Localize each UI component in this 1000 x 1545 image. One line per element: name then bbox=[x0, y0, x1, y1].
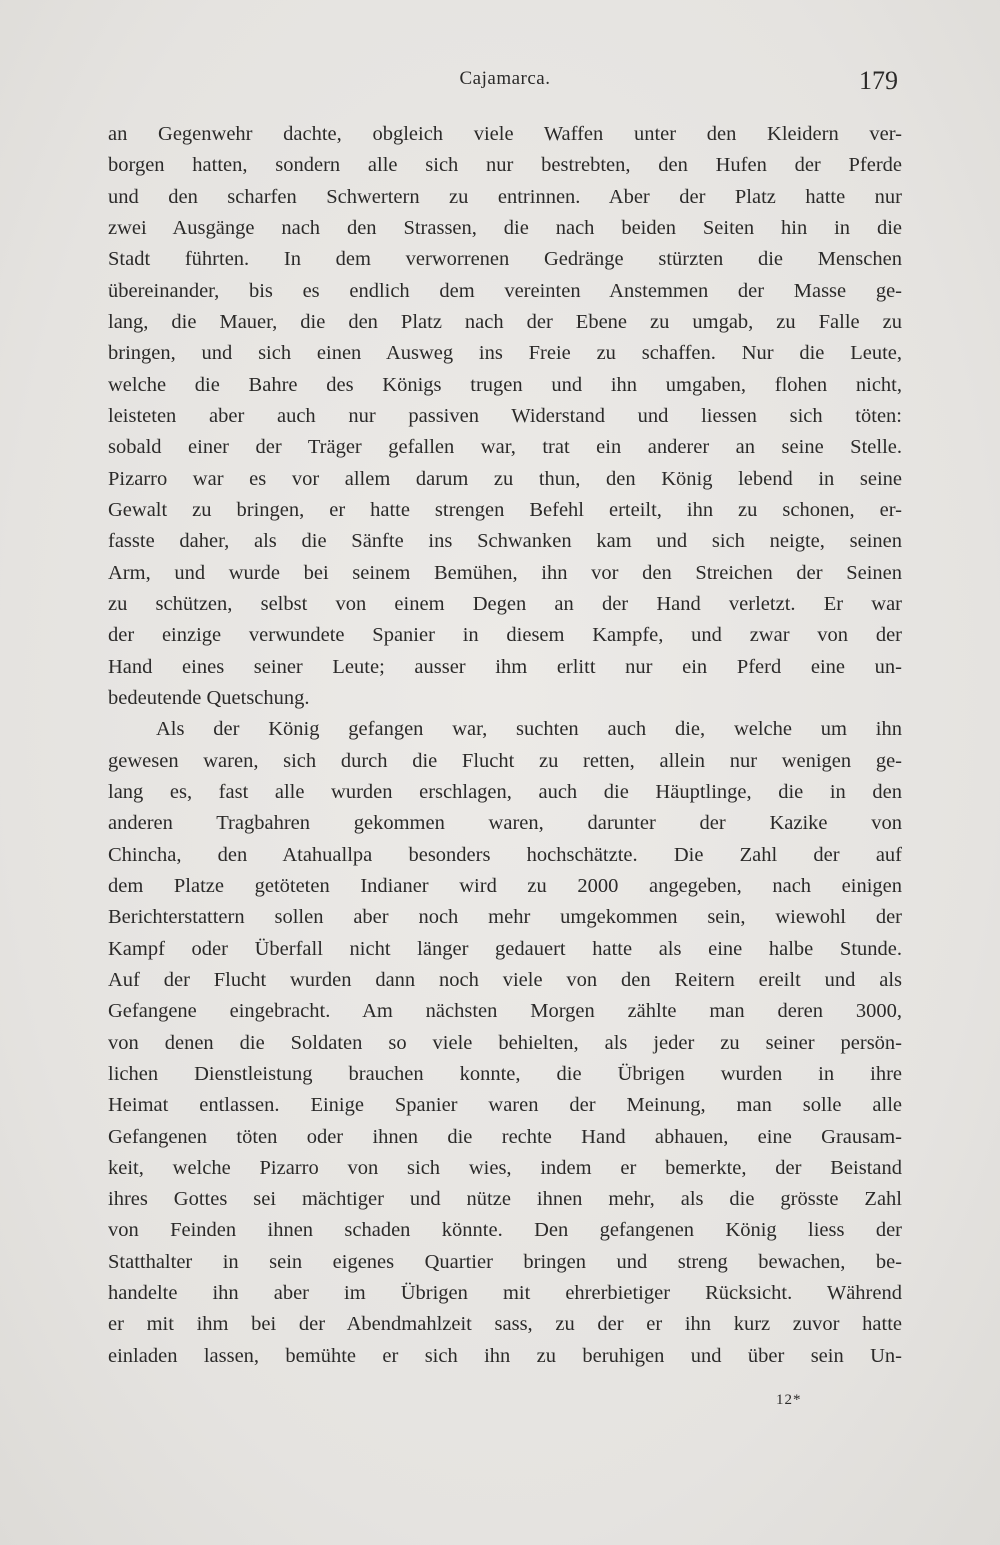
text-line: von denen die Soldaten so viele behielten, als jeder zu seiner persön- bbox=[108, 1031, 902, 1054]
text-line: von Feinden ihnen schaden könnte. Den gefangenen König liess der bbox=[108, 1219, 902, 1242]
text-line: Heimat entlassen. Einige Spanier waren der Meinung, man solle alle bbox=[108, 1094, 902, 1117]
text-line: lichen Dienstleistung brauchen konnte, die Übrigen wurden in ihre bbox=[108, 1062, 902, 1085]
text-line: fasste daher, als die Sänfte ins Schwanken kam und sich neigte, seinen bbox=[108, 530, 902, 553]
text-line: dem Platze getöteten Indianer wird zu 2000 angegeben, nach einigen bbox=[108, 874, 902, 897]
text-line: sobald einer der Träger gefallen war, trat ein anderer an seine Stelle. bbox=[108, 436, 902, 459]
text-line: bringen, und sich einen Ausweg ins Freie zu schaffen. Nur die Leute, bbox=[108, 342, 902, 365]
page-number: 179 bbox=[859, 66, 898, 95]
text-line: an Gegenwehr dachte, obgleich viele Waffen unter den Kleidern ver- bbox=[108, 123, 902, 145]
text-line: leisteten aber auch nur passiven Widerstand und liessen sich töten: bbox=[108, 404, 902, 427]
text-line: gewesen waren, sich durch die Flucht zu retten, allein nur wenigen ge- bbox=[108, 749, 902, 772]
paragraph-start-line: Als der König gefangen war, suchten auch die, welche um ihn bbox=[156, 718, 902, 741]
signature-mark: 12* bbox=[776, 1392, 802, 1408]
text-line: zwei Ausgänge nach den Strassen, die nach beiden Seiten hin in die bbox=[108, 216, 902, 239]
text-line: Auf der Flucht wurden dann noch viele von den Reitern ereilt und als bbox=[108, 968, 902, 991]
text-line: der einzige verwundete Spanier in diesem Kampfe, und zwar von der bbox=[108, 624, 902, 647]
text-line: Gefangene eingebracht. Am nächsten Morgen zählte man deren 3000, bbox=[108, 1000, 902, 1023]
text-line: Pizarro war es vor allem darum zu thun, den König lebend in seine bbox=[108, 467, 902, 490]
text-line: Chincha, den Atahuallpa besonders hochschätzte. Die Zahl der auf bbox=[108, 843, 902, 866]
text-line: handelte ihn aber im Übrigen mit ehrerbietiger Rücksicht. Während bbox=[108, 1282, 902, 1305]
text-line: Stadt führten. In dem verworrenen Gedränge stürzten die Menschen bbox=[108, 248, 902, 271]
text-line: ihres Gottes sei mächtiger und nütze ihnen mehr, als die grösste Zahl bbox=[108, 1188, 902, 1211]
running-head: Cajamarca. bbox=[459, 68, 551, 89]
text-line: keit, welche Pizarro von sich wies, indem er bemerkte, der Beistand bbox=[108, 1156, 902, 1179]
text-line: Berichterstattern sollen aber noch mehr umgekommen sein, wiewohl der bbox=[108, 906, 902, 929]
text-line: Gewalt zu bringen, er hatte strengen Befehl erteilt, ihn zu schonen, er- bbox=[108, 498, 902, 521]
text-line: einladen lassen, bemühte er sich ihn zu beruhigen und über sein Un- bbox=[108, 1344, 902, 1367]
body-text bbox=[108, 119, 902, 1372]
text-line: lang, die Mauer, die den Platz nach der Ebene zu umgab, zu Falle zu bbox=[108, 310, 902, 333]
text-line: Kampf oder Überfall nicht länger gedauert hatte als eine halbe Stunde. bbox=[108, 937, 902, 960]
text-line: und den scharfen Schwertern zu entrinnen. Aber der Platz hatte nur bbox=[108, 185, 902, 208]
text-line: er mit ihm bei der Abendmahlzeit sass, zu der er ihn kurz zuvor hatte bbox=[108, 1313, 902, 1336]
text-line: Statthalter in sein eigenes Quartier bringen und streng bewachen, be- bbox=[108, 1250, 902, 1273]
text-line: übereinander, bis es endlich dem vereinten Anstemmen der Masse ge- bbox=[108, 279, 902, 302]
paragraph-end-line: bedeutende Quetschung. bbox=[108, 686, 310, 709]
text-line: welche die Bahre des Königs trugen und ihn umgaben, flohen nicht, bbox=[108, 373, 902, 396]
page-header bbox=[108, 68, 902, 98]
text-line: lang es, fast alle wurden erschlagen, auch die Häuptlinge, die in den bbox=[108, 780, 902, 803]
text-line: anderen Tragbahren gekommen waren, darunter der Kazike von bbox=[108, 812, 902, 835]
text-line: zu schützen, selbst von einem Degen an der Hand verletzt. Er war bbox=[108, 592, 902, 615]
text-line: Arm, und wurde bei seinem Bemühen, ihn vor den Streichen der Seinen bbox=[108, 561, 902, 584]
text-line: Gefangenen töten oder ihnen die rechte Hand abhauen, eine Grausam- bbox=[108, 1125, 902, 1148]
text-line: Hand eines seiner Leute; ausser ihm erlitt nur ein Pferd eine un- bbox=[108, 655, 902, 678]
text-line: borgen hatten, sondern alle sich nur bestrebten, den Hufen der Pferde bbox=[108, 154, 902, 177]
